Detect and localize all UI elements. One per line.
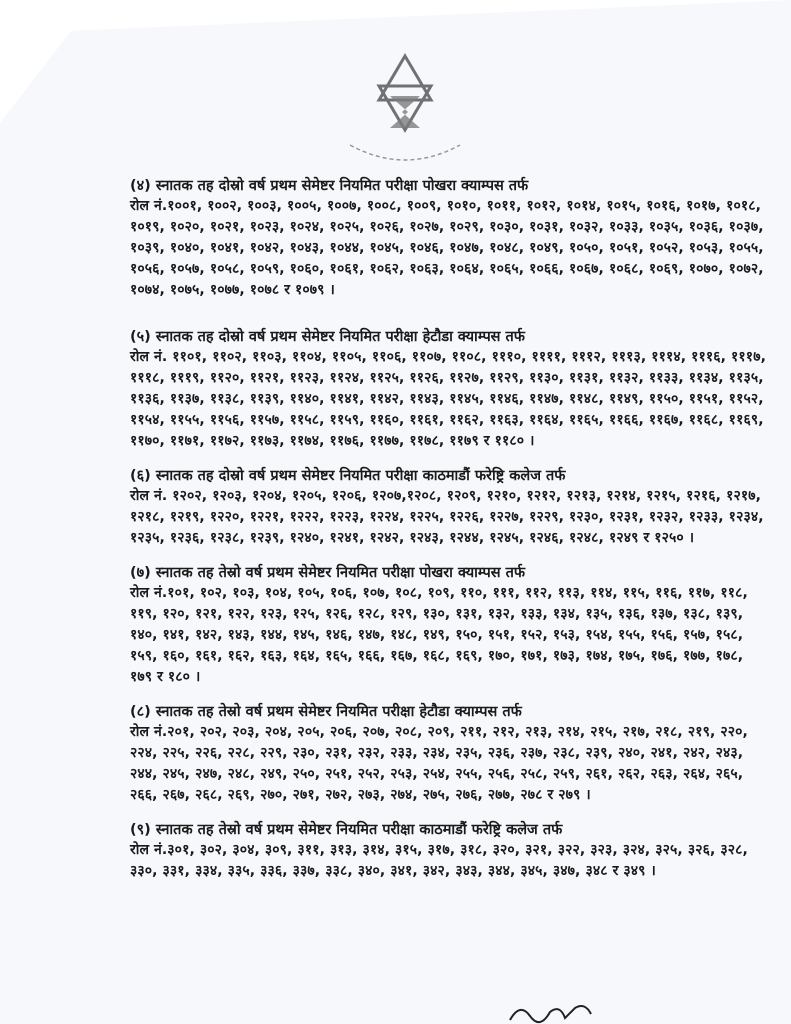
section-5: [130, 327, 770, 452]
roll-number-list: रोल नं.१०१, १०२, १०३, १०४, १०५, १०६, १०७, १०८, १०९, ११०, १११, ११२, ११३, ११४, ११५, ११६, ११७, ११८, ११९, १२०, १२१, १२२, १२३, १२५, १२६, १२८, १२९, १३०, १३१, १३२, १३३, १३४, १३५, १३६, १३७, १३८, १३९, १४०, १४१, १४२, १४३, १४४, १४५, १४६, १४७, १४८, १४९, १५०, १५१, १५२, १५३, १५४, १५५, १५६, १५७, १५८, १५९, १६०, १६१, १६२, १६३, १६४, १६५, १६६, १६७, १६८, १६९, १७०, १७१, १७३, १७४, १७५, १७६, १७७, १७८, १७९ र १८० ।: [130, 585, 748, 685]
roll-number-list: रोल नं. ११०१, ११०२, ११०३, ११०४, ११०५, ११०६, ११०७, ११०८, १११०, ११११, १११२, १११३, १११४, १११६, १११७, १११८, १११९, ११२०, ११२१, ११२३, ११२४, ११२५, ११२६, ११२७, ११२९, ११३०, ११३१, ११३२, ११३३, ११३४, ११३५, ११३६, ११३७, ११३८, ११३९, ११४०, ११४१, ११४२, ११४३, ११४५, ११४६, ११४७, ११४८, ११४९, ११५०, ११५१, ११५२, ११५४, ११५५, ११५६, ११५७, ११५८, ११५९, ११६०, ११६१, ११६२, ११६३, ११६४, ११६५, ११६६, ११६७, ११६८, ११६९, ११७०, ११७१, ११७२, ११७३, ११७४, ११७६, ११७७, ११७८, ११७९ र ११८० ।: [130, 349, 766, 449]
section-heading: (७) स्नातक तह तेस्रो वर्ष प्रथम सेमेष्टर नियमित परीक्षा पोखरा क्याम्पस तर्फ: [130, 565, 526, 581]
section-heading: (९) स्नातक तह तेस्रो वर्ष प्रथम सेमेष्टर नियमित परीक्षा काठमाडौं फरेष्ट्रि कलेज तर्फ: [130, 822, 563, 838]
section-heading: (६) स्नातक तह दोस्रो वर्ष प्रथम सेमेष्टर नियमित परीक्षा काठमाडौं फरेष्ट्रि कलेज तर्फ: [130, 468, 566, 484]
roll-number-list: रोल नं.१००१, १००२, १००३, १००५, १००७, १००८, १००९, १०१०, १०११, १०१२, १०१४, १०१५, १०१६, १०१७, १०१८, १०१९, १०२०, १०२१, १०२३, १०२४, १०२५, १०२६, १०२७, १०२९, १०३०, १०३१, १०३२, १०३३, १०३५, १०३६, १०३७, १०३९, १०४०, १०४१, १०४२, १०४३, १०४४, १०४५, १०४६, १०४७, १०४८, १०४९, १०५०, १०५१, १०५२, १०५३, १०५५, १०५६, १०५७, १०५८, १०५९, १०६०, १०६१, १०६२, १०६३, १०६४, १०६५, १०६६, १०६७, १०६८, १०६९, १०७०, १०७२, १०७४, १०७५, १०७७, १०७८ र १०७९ ।: [130, 198, 764, 298]
roll-number-list: रोल नं.३०१, ३०२, ३०४, ३०९, ३११, ३१३, ३१४, ३१५, ३१७, ३१८, ३२०, ३२१, ३२२, ३२३, ३२४, ३२५, ३२६, ३२८, ३३०, ३३१, ३३४, ३३५, ३३६, ३३७, ३३८, ३४०, ३४१, ३४२, ३४३, ३४४, ३४५, ३४७, ३४८ र ३४९ ।: [130, 842, 748, 879]
section-6: [130, 466, 770, 549]
document-body: [130, 176, 770, 896]
section-heading: (५) स्नातक तह दोस्रो वर्ष प्रथम सेमेष्टर नियमित परीक्षा हेटौडा क्याम्पस तर्फ: [130, 329, 525, 345]
signature-mark: [505, 998, 595, 1024]
section-4: [130, 176, 770, 301]
roll-number-list: रोल नं. १२०२, १२०३, १२०४, १२०५, १२०६, १२०७,१२०८, १२०९, १२१०, १२१२, १२१३, १२१४, १२१५, १२१६, १२१७, १२१८, १२१९, १२२०, १२२१, १२२२, १२२३, १२२४, १२२५, १२२६, १२२७, १२२९, १२३०, १२३१, १२३२, १२३३, १२३४, १२३५, १२३६, १२३८, १२३९, १२४०, १२४१, १२४२, १२४३, १२४४, १२४५, १२४६, १२४८, १२४९ र १२५० ।: [130, 488, 764, 546]
section-7: [130, 563, 770, 688]
university-seal-stamp: [330, 50, 480, 170]
section-8: [130, 702, 770, 806]
section-heading: (४) स्नातक तह दोस्रो वर्ष प्रथम सेमेष्टर नियमित परीक्षा पोखरा क्याम्पस तर्फ: [130, 178, 529, 194]
section-9: [130, 820, 770, 882]
section-heading: (८) स्नातक तह तेस्रो वर्ष प्रथम सेमेष्टर नियमित परीक्षा हेटौडा क्याम्पस तर्फ: [130, 704, 522, 720]
roll-number-list: रोल नं.२०१, २०२, २०३, २०४, २०५, २०६, २०७, २०८, २०९, २११, २१२, २१३, २१४, २१५, २१७, २१८, २१९, २२०, २२४, २२५, २२६, २२८, २२९, २३०, २३१, २३२, २३३, २३४, २३५, २३६, २३७, २३८, २३९, २४०, २४१, २४२, २४३, २४४, २४५, २४७, २४८, २४९, २५०, २५१, २५२, २५३, २५४, २५५, २५६, २५८, २५९, २६१, २६२, २६३, २६४, २६५, २६६, २६७, २६८, २६९, २७०, २७१, २७२, २७३, २७४, २७५, २७६, २७७, २७८ र २७९ ।: [130, 724, 748, 803]
